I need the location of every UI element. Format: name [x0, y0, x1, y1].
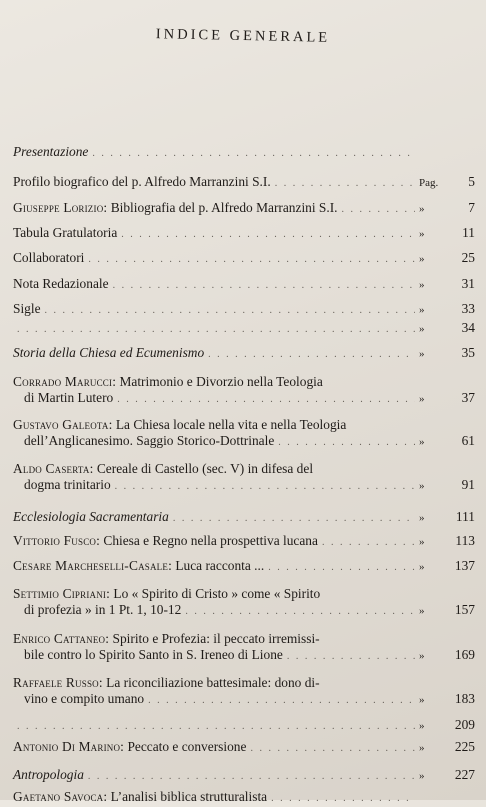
page-prefix: » [419, 228, 425, 240]
entry-title: Sigle [13, 301, 41, 316]
entry-author: Raffaele Russo: [13, 675, 103, 690]
entry-first-line [13, 586, 475, 602]
dot-leader [88, 252, 415, 268]
page-prefix: » [419, 720, 425, 732]
entry-author: Vittorio Fusco: [13, 533, 101, 548]
toc-entry[interactable] [13, 767, 475, 785]
page-prefix: » [419, 694, 425, 706]
dot-leader [113, 278, 415, 294]
toc-entry[interactable] [13, 533, 475, 551]
page-prefix: » [419, 323, 425, 335]
page-number: 169 [454, 647, 475, 662]
entry-title: La Chiesa locale nella vita e nella Teologia [115, 417, 347, 432]
page-prefix: » [419, 605, 425, 617]
toc-entry[interactable] [13, 509, 475, 527]
page-prefix: » [419, 203, 425, 215]
page-number: 111 [455, 509, 475, 524]
dot-leader [115, 479, 415, 495]
toc-entry[interactable] [13, 144, 475, 162]
page-prefix: » [419, 279, 425, 291]
page-number: 183 [454, 691, 475, 706]
entry-first-line [13, 461, 475, 477]
table-of-contents [13, 144, 475, 807]
dot-leader [92, 146, 415, 162]
page-prefix: » [419, 436, 425, 448]
entry-title: Chiesa e Regno nella prospettiva lucana [103, 533, 318, 548]
page-prefix: » [419, 480, 425, 492]
entry-title: Luca racconta ... [175, 558, 265, 573]
toc-entry[interactable] [13, 417, 475, 451]
toc-entry[interactable] [13, 345, 475, 363]
entry-title: Bibliografia del p. Alfredo Marranzini S.I. [110, 200, 338, 215]
page-prefix: » [419, 304, 425, 316]
entry-first-line [13, 417, 475, 433]
section-title: Antropologia [13, 767, 84, 782]
page-prefix: » [419, 253, 425, 265]
dot-leader [268, 560, 415, 576]
dot-leader [148, 693, 415, 709]
entry-first-line [13, 631, 475, 647]
dot-leader [88, 769, 415, 785]
page-prefix: » [419, 742, 425, 754]
toc-entry[interactable] [13, 461, 475, 495]
toc-entry[interactable] [13, 250, 475, 268]
toc-entry[interactable] [13, 174, 475, 192]
entry-title: Collaboratori [13, 250, 85, 265]
toc-entry[interactable] [13, 276, 475, 294]
page-number: 61 [461, 433, 475, 448]
entry-author: Giuseppe Lorizio: [13, 200, 108, 215]
entry-title: L’analisi biblica strutturalista [110, 789, 268, 804]
entry-author: Cesare Marcheselli-Casale: [13, 558, 172, 573]
entry-first-line [13, 675, 475, 691]
entry-author: Aldo Caserta: [13, 461, 94, 476]
dot-leader [121, 227, 415, 243]
toc-entry[interactable] [13, 225, 475, 243]
page-prefix: » [419, 536, 425, 548]
page-prefix: » [419, 561, 425, 573]
toc-entry[interactable] [13, 675, 475, 735]
page-number: 209 [454, 717, 475, 732]
section-title: Ecclesiologia Sacramentaria [13, 509, 169, 524]
dot-leader [287, 649, 415, 665]
entry-title-continued: vino e compito umano [24, 691, 145, 706]
page-prefix: Pag. [419, 177, 439, 189]
toc-entry[interactable] [13, 301, 475, 319]
page-number: 7 [468, 200, 475, 215]
page-number: 25 [461, 250, 475, 265]
entry-title-continued: di profezia » in 1 Pt. 1, 10-12 [24, 602, 182, 617]
entry-title: Tabula Gratulatoria [13, 225, 118, 240]
entry-title-continued: di Martin Lutero [24, 390, 114, 405]
dot-leader [17, 322, 415, 338]
dot-leader [342, 202, 415, 218]
entry-title: La riconciliazione battesimale: dono di- [106, 675, 320, 690]
entry-title: Lo « Spirito di Cristo » come « Spirito [113, 586, 321, 601]
dot-leader [185, 604, 415, 620]
page-number: 5 [468, 174, 475, 189]
page-number: 227 [454, 767, 475, 782]
dot-leader [275, 176, 415, 192]
entry-text [13, 739, 246, 755]
entry-author: Gaetano Savoca: [13, 789, 108, 804]
page-number: 137 [454, 558, 475, 573]
page-number: 91 [461, 477, 475, 492]
dot-leader [117, 392, 415, 408]
entry-author: Corrado Marucci: [13, 374, 117, 389]
entry-text [13, 533, 318, 549]
dot-leader [271, 791, 415, 807]
toc-entry[interactable] [13, 631, 475, 665]
toc-entry[interactable] [13, 200, 475, 218]
entry-title: Nota Redazionale [13, 276, 109, 291]
entry-title-continued: bile contro lo Spirito Santo in S. Ireneo di Lione [24, 647, 283, 662]
dot-leader [250, 741, 415, 757]
page-number: 225 [454, 739, 475, 754]
page-prefix: » [419, 512, 425, 524]
page-number: 113 [455, 533, 475, 548]
dot-leader [173, 511, 415, 527]
dot-leader [322, 535, 415, 551]
dot-leader [45, 303, 415, 319]
dot-leader [208, 347, 415, 363]
entry-title-continued: dell’Anglicanesimo. Saggio Storico-Dottrinale [24, 433, 275, 448]
page-prefix: » [419, 348, 425, 360]
page-prefix: » [419, 393, 425, 405]
toc-entry[interactable] [13, 789, 475, 807]
page-number: 37 [461, 390, 475, 405]
entry-author: Gustavo Galeota: [13, 417, 113, 432]
entry-author: Antonio Di Marino: [13, 739, 125, 754]
entry-title: Cereale di Castello (sec. V) in difesa del [96, 461, 314, 476]
toc-entry[interactable] [13, 558, 475, 576]
dot-leader [278, 435, 415, 451]
entry-text [13, 200, 338, 216]
entry-author: Settimio Cipriani: [13, 586, 111, 601]
page-number: 35 [461, 345, 475, 360]
toc-entry[interactable] [13, 739, 475, 757]
entry-text [13, 558, 264, 574]
page-number: 33 [461, 301, 475, 316]
entry-title-continued: dogma trinitario [24, 477, 111, 492]
section-title: Storia della Chiesa ed Ecumenismo [13, 345, 205, 360]
toc-entry[interactable] [13, 320, 475, 338]
page-number: 31 [461, 276, 475, 291]
page-number: 11 [462, 225, 475, 240]
page-prefix: » [419, 650, 425, 662]
page-number: 157 [454, 602, 475, 617]
entry-title: Matrimonio e Divorzio nella Teologia [119, 374, 323, 389]
page-prefix: » [419, 770, 425, 782]
page-number: 34 [461, 320, 475, 335]
entry-author: Enrico Cattaneo: [13, 631, 110, 646]
entry-title: Profilo biografico del p. Alfredo Marranzini S.I. [13, 174, 271, 189]
page-title: INDICE GENERALE [155, 26, 331, 46]
entry-text [13, 789, 267, 805]
entry-title: Peccato e conversione [127, 739, 247, 754]
entry-title: Spirito e Profezia: il peccato irremissi- [112, 631, 320, 646]
dot-leader [17, 719, 415, 735]
toc-entry[interactable] [13, 586, 475, 620]
toc-entry[interactable] [13, 374, 475, 408]
entry-first-line [13, 374, 475, 390]
section-title: Presentazione [13, 144, 89, 159]
